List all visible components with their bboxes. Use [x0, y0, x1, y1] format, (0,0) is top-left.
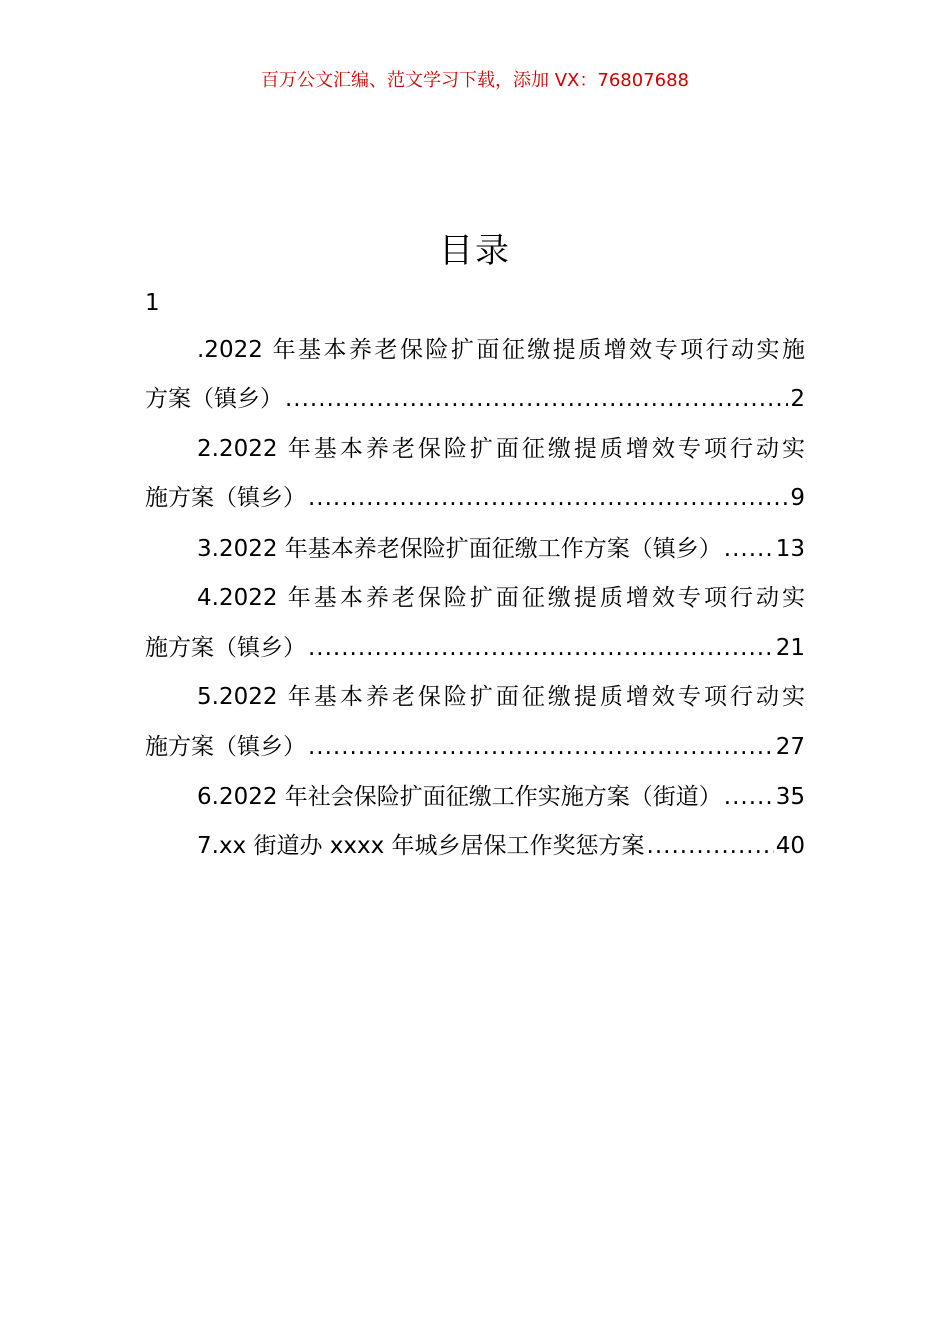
toc-entry-text: 施方案（镇乡）: [145, 734, 306, 760]
toc-page-number: 9: [790, 485, 805, 511]
toc-page-number: 40: [775, 833, 805, 859]
toc-entry-2-line1[interactable]: 2.2022 年基本养老保险扩面征缴提质增效专项行动实: [197, 436, 805, 462]
dot-leader: [308, 730, 774, 764]
dot-leader: [308, 481, 788, 515]
toc-page-number: 2: [790, 386, 805, 412]
toc-entry-text: 方案（镇乡）: [145, 386, 283, 412]
toc-entry-5-line2[interactable]: [145, 730, 805, 764]
toc-entry-4-line1[interactable]: 4.2022 年基本养老保险扩面征缴提质增效专项行动实: [197, 585, 805, 611]
toc-entry-1-line2[interactable]: [145, 382, 805, 416]
toc-entry-text: 施方案（镇乡）: [145, 485, 306, 511]
toc-page-number: 35: [775, 784, 805, 810]
toc-entry-7[interactable]: [145, 829, 805, 863]
dot-leader: [308, 631, 774, 665]
toc-first-number: 1: [145, 290, 160, 316]
toc-entry-5-line1[interactable]: 5.2022 年基本养老保险扩面征缴提质增效专项行动实: [197, 684, 805, 710]
toc-page-number: 13: [775, 536, 805, 562]
toc-entry-1-line1[interactable]: .2022 年基本养老保险扩面征缴提质增效专项行动实施: [197, 337, 805, 363]
dot-leader: [285, 382, 788, 416]
toc-entry-6[interactable]: [145, 780, 805, 814]
toc-page-number: 21: [775, 635, 805, 661]
toc-page-number: 27: [775, 734, 805, 760]
dot-leader: [724, 780, 774, 814]
header-watermark-note: 百万公文汇编、范文学习下载，添加 VX：76807688: [261, 70, 689, 91]
dot-leader: [647, 829, 774, 863]
toc-entry-text: 施方案（镇乡）: [145, 635, 306, 661]
toc-entry-4-line2[interactable]: [145, 631, 805, 665]
page-title: 目录: [439, 231, 511, 271]
toc-entry-text: 6.2022 年社会保险扩面征缴工作实施方案（街道）: [197, 784, 722, 810]
toc-entry-2-line2[interactable]: [145, 481, 805, 515]
toc-entry-text: 7.xx 街道办 xxxx 年城乡居保工作奖惩方案: [197, 833, 645, 859]
toc-entry-text: 3.2022 年基本养老保险扩面征缴工作方案（镇乡）: [197, 536, 722, 562]
toc-entry-3[interactable]: [145, 532, 805, 566]
dot-leader: [724, 532, 774, 566]
